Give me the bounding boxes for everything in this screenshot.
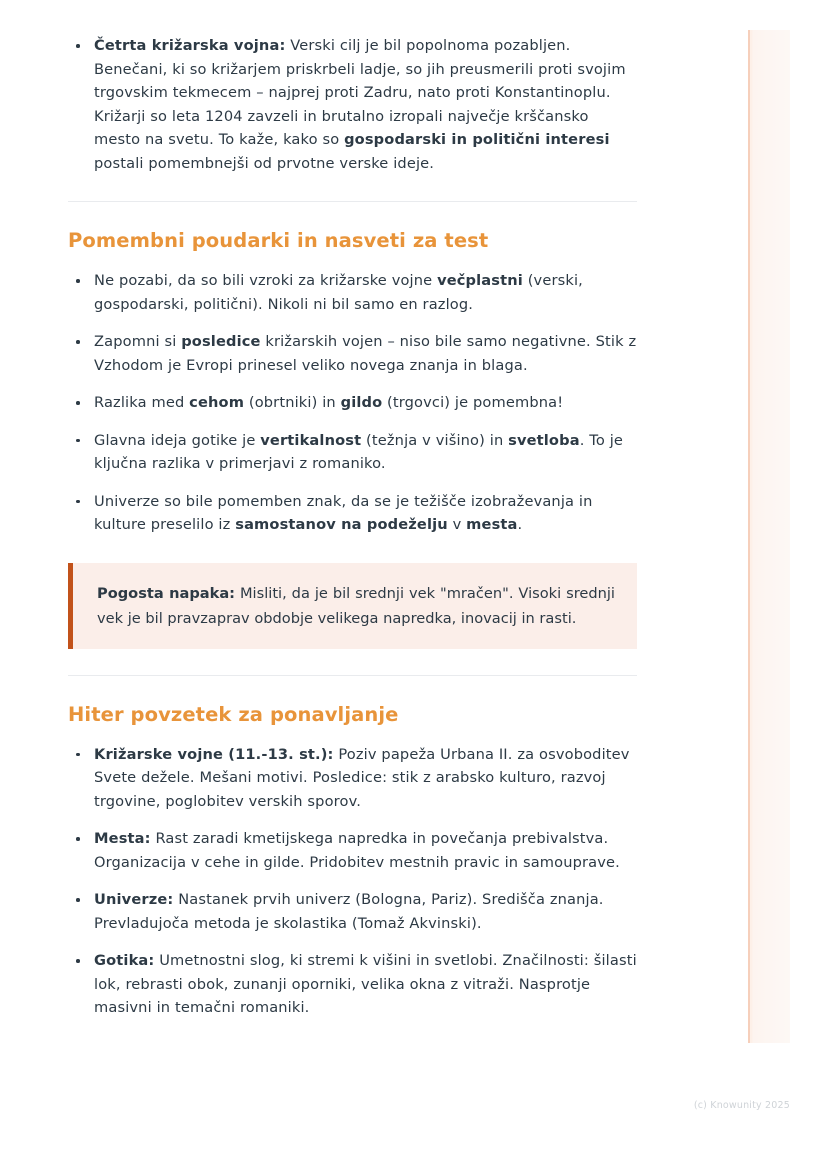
list-item-text: Nastanek prvih univerz (Bologna, Pariz). Središča znanja. Prevladujoča metoda je skolastika (Tomaž Akvinski). [94,891,604,932]
list-item-emphasis: samostanov na podeželju [235,516,448,533]
list-item [68,490,638,537]
list-item-text-post: (trgovci) je pomembna! [382,394,564,411]
list-item-text-mid: (težnja v višino) in [361,431,509,449]
section-heading-tips: Pomembni poudarki in nasveti za test [68,229,489,252]
list-item [68,391,638,415]
page-footer [0,1100,828,1111]
list-item-text: Rast zaradi kmetijskega napredka in povečanja prebivalstva. Organizacija v cehe in gilde. Pridobitev mestnih pravic in samouprave. [94,830,620,871]
list-item [68,743,638,814]
list-item-text-post: . To je ključna razlika v primerjavi z romaniko. [94,431,624,472]
list-item-text-pre: Ne pozabi, da so bili vzroki za križarske vojne [94,272,438,289]
list-item-text-post: (verski, gospodarski, politični). Nikoli ni bil samo en razlog. [94,272,583,313]
copyright-text: (c) Knowunity 2025 [693,1100,790,1111]
list-item-lead: Gotika: [94,952,155,969]
list-item [68,949,638,1020]
decorative-side-strip [748,30,790,1043]
callout-body: Misliti, da je bil srednji vek "mračen". Visoki srednji vek je bil pravzaprav obdobje velikega napredka, inovacij in rasti. [97,584,615,627]
list-item-text-mid: v [447,516,467,533]
list-item-emphasis: posledice [181,333,261,350]
list-item [68,888,638,935]
list-item-text: Umetnostni slog, ki stremi k višini in svetlobi. Značilnosti: šilasti lok, rebrasti obok, zunanji oporniki, velika okna z vitraži. Nasprotje masivni in temačni romaniki. [94,952,637,1016]
list-item-text-pre: Glavna ideja gotike je [94,431,261,449]
list-item-lead: Četrta križarska vojna: [94,37,286,54]
list-item [68,827,638,874]
list-item-emphasis: cehom [189,394,245,411]
list-item-text-post: . [517,516,523,533]
list-item-lead: Univerze: [94,891,174,908]
list-item [68,34,638,175]
list-item [68,330,638,377]
common-mistake-callout [68,563,637,649]
list-item-text-post: križarskih vojen – niso bile samo negativne. Stik z Vzhodom je Evropi prinesel veliko novega znanja in blaga. [94,333,637,374]
list-item-text-pre: Zapomni si [94,333,182,350]
list-item-lead-secondary: gospodarski in politični interesi [344,131,610,148]
list-item-text-secondary: postali pomembnejši od prvotne verske ideje. [94,154,435,172]
section-divider [68,675,637,676]
callout-text [97,581,615,631]
section-divider [68,201,637,202]
list-item-text-pre: Razlika med [94,394,190,411]
list-item-text-mid: (obrtniki) in [244,394,341,411]
list-item-text-pre: Univerze so bile pomemben znak, da se je težišče izobraževanja in kulture preselilo iz [94,492,593,533]
list-item [68,269,638,316]
list-item-text: Verski cilj je bil popolnoma pozabljen. Benečani, ki so križarjem priskrbeli ladje, so jih preusmerili proti svojim trgovskim tekmecem – najprej proti Zadru, nato proti Konstantinoplu. Križarji so leta 1204 zavzeli in brutalno izropali največje krščansko mesto na svetu. To kaže, kako so [94,37,626,148]
top-bullet-list [68,34,638,175]
page-content-column [68,0,638,1020]
list-item-emphasis: večplastni [437,272,523,289]
list-item [68,429,638,476]
list-item-emphasis-secondary: mesta [466,516,518,533]
summary-bullet-list [68,743,638,1020]
callout-lead: Pogosta napaka: [97,584,236,602]
list-item-lead: Križarske vojne (11.-13. st.): [94,745,334,763]
list-item-emphasis: vertikalnost [260,431,362,449]
tips-bullet-list [68,269,638,537]
list-item-emphasis-secondary: svetloba [508,431,580,449]
list-item-emphasis-secondary: gildo [340,394,383,411]
section-heading-summary: Hiter povzetek za ponavljanje [68,702,399,726]
document-body [68,0,638,1020]
list-item-lead: Mesta: [94,830,151,847]
list-item-text: Poziv papeža Urbana II. za osvoboditev Svete dežele. Mešani motivi. Posledice: stik z arabsko kulturo, razvoj trgovine, poglobitev verskih sporov. [94,745,630,810]
